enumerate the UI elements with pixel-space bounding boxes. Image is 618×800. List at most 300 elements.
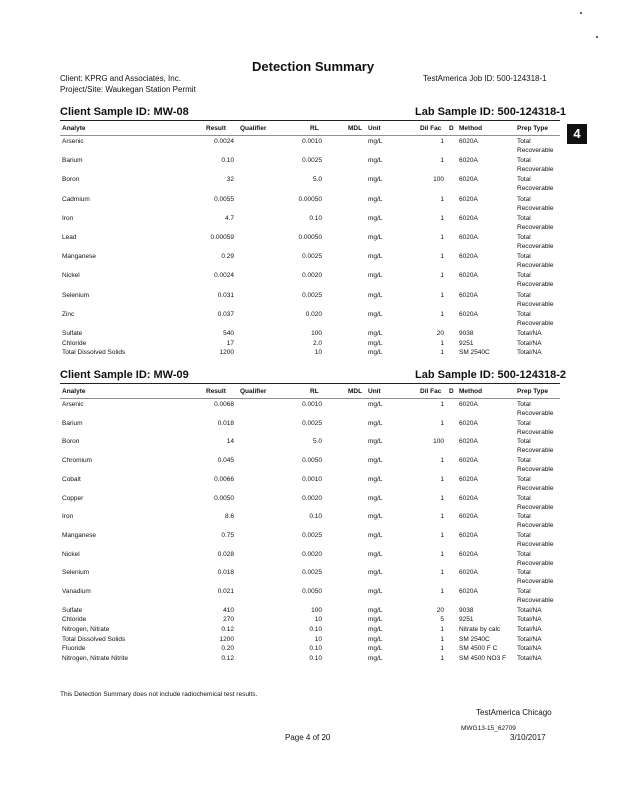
column-header-result: Result bbox=[206, 125, 226, 132]
column-header-unit: Unit bbox=[368, 125, 381, 132]
unit-cell: mg/L bbox=[368, 272, 383, 280]
column-header-analyte: Analyte bbox=[62, 125, 86, 132]
unit-cell: mg/L bbox=[368, 176, 383, 184]
dil-fac-cell: 1 bbox=[440, 234, 444, 241]
rl-cell: 100 bbox=[311, 330, 322, 337]
page-number: Page 4 of 20 bbox=[285, 733, 331, 742]
dil-fac-cell: 1 bbox=[440, 635, 444, 643]
analyte-cell: Fluoride bbox=[62, 645, 86, 653]
rl-cell: 0.0010 bbox=[302, 138, 322, 145]
method-cell: 6020A bbox=[459, 272, 478, 280]
rl-cell: 0.0025 bbox=[302, 157, 322, 165]
analyte-cell: Chloride bbox=[62, 339, 87, 347]
prep-type-recoverable: Recoverable bbox=[517, 447, 554, 455]
result-cell: 410 bbox=[223, 606, 234, 614]
table-row bbox=[0, 330, 618, 339]
method-cell: 6020A bbox=[459, 588, 478, 595]
analyte-cell: Manganese bbox=[62, 253, 96, 261]
prep-type-recoverable: Recoverable bbox=[517, 223, 554, 231]
result-cell: 8.6 bbox=[224, 513, 234, 521]
table-row bbox=[0, 636, 618, 645]
analyte-cell: Arsenic bbox=[62, 138, 84, 145]
rl-cell: 0.0020 bbox=[302, 272, 322, 280]
unit-cell: mg/L bbox=[368, 339, 383, 347]
table-row bbox=[0, 513, 618, 522]
rl-cell: 0.00050 bbox=[298, 234, 322, 241]
dil-fac-cell: 1 bbox=[440, 588, 444, 595]
result-cell: 17 bbox=[226, 339, 234, 347]
prep-type-cell: Total/NA bbox=[517, 625, 542, 633]
dil-fac-cell: 1 bbox=[440, 253, 444, 261]
method-cell: 6020A bbox=[459, 157, 478, 165]
rl-cell: 0.0025 bbox=[302, 569, 322, 577]
unit-cell: mg/L bbox=[368, 401, 383, 408]
prep-type-recoverable: Recoverable bbox=[517, 466, 554, 474]
analyte-cell: Iron bbox=[62, 214, 74, 222]
analyte-cell: Chromium bbox=[62, 457, 92, 465]
result-cell: 0.018 bbox=[217, 419, 234, 427]
result-cell: 0.20 bbox=[221, 645, 234, 653]
rl-cell: 0.10 bbox=[309, 654, 322, 662]
prep-type-cell: Total bbox=[517, 569, 531, 577]
result-cell: 0.00059 bbox=[210, 234, 234, 241]
document-id: MWG13-15_62709 bbox=[461, 725, 516, 732]
rl-cell: 0.0010 bbox=[302, 401, 322, 408]
analyte-cell: Zinc bbox=[62, 310, 75, 318]
table-row bbox=[0, 176, 618, 185]
dil-fac-cell: 1 bbox=[440, 419, 444, 427]
prep-type-recoverable: Recoverable bbox=[517, 147, 554, 154]
table-row bbox=[0, 420, 618, 429]
dil-fac-cell: 1 bbox=[440, 625, 444, 633]
unit-cell: mg/L bbox=[368, 531, 383, 539]
method-cell: 6020A bbox=[459, 401, 478, 408]
client-sample-id: Client Sample ID: MW-08 bbox=[60, 106, 189, 118]
prep-type-recoverable: Recoverable bbox=[517, 410, 554, 417]
prep-type-recoverable: Recoverable bbox=[517, 597, 554, 604]
prep-type-cell: Total bbox=[517, 588, 531, 595]
prep-type-cell: Total bbox=[517, 272, 531, 280]
result-cell: 0.0024 bbox=[214, 138, 234, 145]
method-cell: 6020A bbox=[459, 253, 478, 261]
unit-cell: mg/L bbox=[368, 310, 383, 318]
dil-fac-cell: 1 bbox=[440, 138, 444, 145]
method-cell: SM 4500 NO3 F bbox=[459, 654, 506, 662]
prep-type-recoverable: Recoverable bbox=[517, 428, 554, 436]
header-rule bbox=[60, 383, 560, 384]
column-header-unit: Unit bbox=[368, 388, 381, 395]
analyte-cell: Sulfate bbox=[62, 330, 83, 337]
method-cell: 6020A bbox=[459, 291, 478, 299]
dil-fac-cell: 1 bbox=[440, 645, 444, 653]
analyte-cell: Total Dissolved Solids bbox=[62, 349, 126, 356]
analyte-cell: Nickel bbox=[62, 550, 80, 558]
method-cell: 9251 bbox=[459, 616, 474, 624]
column-header-prep-type: Prep Type bbox=[517, 388, 548, 395]
rl-cell: 0.0025 bbox=[302, 253, 322, 261]
client-name: Client: KPRG and Associates, Inc. bbox=[60, 74, 181, 83]
analyte-cell: Sulfate bbox=[62, 606, 83, 614]
table-row bbox=[0, 311, 618, 320]
result-cell: 0.12 bbox=[221, 625, 234, 633]
unit-cell: mg/L bbox=[368, 475, 383, 483]
dil-fac-cell: 1 bbox=[440, 157, 444, 165]
analyte-cell: Chloride bbox=[62, 616, 87, 624]
prep-type-cell: Total bbox=[517, 157, 531, 165]
unit-cell: mg/L bbox=[368, 291, 383, 299]
dil-fac-cell: 1 bbox=[440, 401, 444, 408]
prep-type-recoverable: Recoverable bbox=[517, 300, 554, 308]
dil-fac-cell: 1 bbox=[440, 457, 444, 465]
prep-type-cell: Total/NA bbox=[517, 330, 542, 337]
column-header-d: D bbox=[449, 388, 454, 395]
table-row bbox=[0, 253, 618, 262]
column-header-rl: RL bbox=[310, 388, 319, 395]
analyte-cell: Arsenic bbox=[62, 401, 84, 408]
prep-type-cell: Total/NA bbox=[517, 606, 542, 614]
prep-type-cell: Total bbox=[517, 401, 531, 408]
prep-type-cell: Total/NA bbox=[517, 635, 542, 643]
prep-type-recoverable: Recoverable bbox=[517, 559, 554, 567]
result-cell: 32 bbox=[226, 176, 234, 184]
table-row bbox=[0, 234, 618, 243]
dil-fac-cell: 1 bbox=[440, 513, 444, 521]
method-cell: 6020A bbox=[459, 419, 478, 427]
analyte-cell: Manganese bbox=[62, 531, 96, 539]
table-row bbox=[0, 401, 618, 410]
unit-cell: mg/L bbox=[368, 195, 383, 203]
result-cell: 0.12 bbox=[221, 654, 234, 662]
column-header-row bbox=[0, 388, 618, 397]
table-row bbox=[0, 292, 618, 301]
unit-cell: mg/L bbox=[368, 214, 383, 222]
prep-type-recoverable: Recoverable bbox=[517, 262, 554, 270]
table-row bbox=[0, 655, 618, 664]
rl-cell: 0.020 bbox=[305, 310, 322, 318]
rl-cell: 10 bbox=[314, 616, 322, 624]
dil-fac-cell: 1 bbox=[440, 654, 444, 662]
table-row bbox=[0, 626, 618, 635]
unit-cell: mg/L bbox=[368, 606, 383, 614]
column-header-mdl: MDL bbox=[348, 388, 363, 395]
result-cell: 0.045 bbox=[217, 457, 234, 465]
analyte-cell: Cadmium bbox=[62, 195, 90, 203]
header-rule bbox=[60, 120, 560, 121]
method-cell: SM 4500 F C bbox=[459, 645, 498, 653]
table-row bbox=[0, 645, 618, 654]
method-cell: 6020A bbox=[459, 569, 478, 577]
result-cell: 0.0055 bbox=[214, 195, 234, 203]
result-cell: 0.0066 bbox=[214, 475, 234, 483]
column-header-prep-type: Prep Type bbox=[517, 125, 548, 132]
result-cell: 0.10 bbox=[221, 157, 234, 165]
unit-cell: mg/L bbox=[368, 513, 383, 521]
column-header-mdl: MDL bbox=[348, 125, 363, 132]
table-row bbox=[0, 569, 618, 578]
job-id: TestAmerica Job ID: 500-124318-1 bbox=[423, 74, 547, 83]
dil-fac-cell: 1 bbox=[440, 310, 444, 318]
table-row bbox=[0, 457, 618, 466]
unit-cell: mg/L bbox=[368, 253, 383, 261]
analyte-cell: Nickel bbox=[62, 272, 80, 280]
rl-cell: 5.0 bbox=[312, 176, 322, 184]
dil-fac-cell: 1 bbox=[440, 214, 444, 222]
rl-cell: 0.0025 bbox=[302, 419, 322, 427]
method-cell: 6020A bbox=[459, 550, 478, 558]
result-cell: 1200 bbox=[219, 349, 234, 356]
table-row bbox=[0, 272, 618, 281]
dil-fac-cell: 1 bbox=[440, 349, 444, 356]
prep-type-cell: Total bbox=[517, 550, 531, 558]
analyte-cell: Lead bbox=[62, 234, 77, 241]
prep-type-cell: Total bbox=[517, 195, 531, 203]
method-cell: 9038 bbox=[459, 330, 474, 337]
table-row bbox=[0, 607, 618, 616]
column-header-rule bbox=[60, 398, 560, 399]
result-cell: 4.7 bbox=[224, 214, 234, 222]
unit-cell: mg/L bbox=[368, 457, 383, 465]
result-cell: 0.0024 bbox=[214, 272, 234, 280]
table-row bbox=[0, 349, 618, 358]
unit-cell: mg/L bbox=[368, 138, 383, 145]
method-cell: 6020A bbox=[459, 438, 478, 446]
method-cell: 6020A bbox=[459, 531, 478, 539]
unit-cell: mg/L bbox=[368, 349, 383, 356]
unit-cell: mg/L bbox=[368, 569, 383, 577]
dil-fac-cell: 1 bbox=[440, 272, 444, 280]
unit-cell: mg/L bbox=[368, 234, 383, 241]
prep-type-recoverable: Recoverable bbox=[517, 281, 554, 289]
table-row bbox=[0, 196, 618, 205]
unit-cell: mg/L bbox=[368, 550, 383, 558]
column-header-qualifier: Qualifier bbox=[240, 388, 267, 395]
table-row bbox=[0, 616, 618, 625]
analyte-cell: Boron bbox=[62, 438, 80, 446]
column-header-result: Result bbox=[206, 388, 226, 395]
method-cell: 6020A bbox=[459, 234, 478, 241]
prep-type-cell: Total bbox=[517, 438, 531, 446]
result-cell: 0.031 bbox=[217, 291, 234, 299]
section-tab: 4 bbox=[567, 124, 587, 144]
dil-fac-cell: 100 bbox=[433, 176, 444, 184]
result-cell: 540 bbox=[223, 330, 234, 337]
result-cell: 1200 bbox=[219, 635, 234, 643]
column-header-rl: RL bbox=[310, 125, 319, 132]
dil-fac-cell: 1 bbox=[440, 291, 444, 299]
prep-type-recoverable: Recoverable bbox=[517, 578, 554, 586]
result-cell: 0.0050 bbox=[214, 494, 234, 502]
unit-cell: mg/L bbox=[368, 494, 383, 502]
method-cell: SM 2540C bbox=[459, 349, 490, 356]
table-row bbox=[0, 157, 618, 166]
dil-fac-cell: 1 bbox=[440, 569, 444, 577]
dil-fac-cell: 5 bbox=[440, 616, 444, 624]
lab-sample-id: Lab Sample ID: 500-124318-1 bbox=[415, 106, 567, 118]
prep-type-recoverable: Recoverable bbox=[517, 540, 554, 548]
prep-type-cell: Total/NA bbox=[517, 654, 542, 662]
prep-type-recoverable: Recoverable bbox=[517, 243, 554, 250]
lab-sample-id: Lab Sample ID: 500-124318-2 bbox=[415, 369, 567, 381]
footnote: This Detection Summary does not include radiochemical test results. bbox=[60, 691, 258, 698]
table-row bbox=[0, 495, 618, 504]
method-cell: 6020A bbox=[459, 195, 478, 203]
rl-cell: 0.00050 bbox=[298, 195, 322, 203]
prep-type-recoverable: Recoverable bbox=[517, 319, 554, 327]
prep-type-cell: Total bbox=[517, 176, 531, 184]
dil-fac-cell: 1 bbox=[440, 339, 444, 347]
unit-cell: mg/L bbox=[368, 419, 383, 427]
prep-type-cell: Total bbox=[517, 419, 531, 427]
result-cell: 14 bbox=[226, 438, 234, 446]
column-header-qualifier: Qualifier bbox=[240, 125, 267, 132]
prep-type-recoverable: Recoverable bbox=[517, 166, 554, 174]
rl-cell: 2.0 bbox=[312, 339, 322, 347]
method-cell: SM 2540C bbox=[459, 635, 490, 643]
method-cell: Nitrate by calc bbox=[459, 625, 501, 633]
column-header-dil-fac: Dil Fac bbox=[420, 388, 442, 395]
analyte-cell: Vanadium bbox=[62, 588, 91, 595]
dil-fac-cell: 100 bbox=[433, 438, 444, 446]
rl-cell: 0.10 bbox=[309, 645, 322, 653]
column-header-row bbox=[0, 125, 618, 134]
unit-cell: mg/L bbox=[368, 157, 383, 165]
method-cell: 6020A bbox=[459, 310, 478, 318]
analyte-cell: Nitrogen, Nitrate Nitrite bbox=[62, 654, 129, 662]
prep-type-cell: Total/NA bbox=[517, 645, 542, 653]
rl-cell: 0.10 bbox=[309, 214, 322, 222]
analyte-cell: Selenium bbox=[62, 291, 90, 299]
unit-cell: mg/L bbox=[368, 616, 383, 624]
page-title: Detection Summary bbox=[252, 59, 375, 74]
dil-fac-cell: 20 bbox=[436, 330, 444, 337]
dil-fac-cell: 1 bbox=[440, 475, 444, 483]
unit-cell: mg/L bbox=[368, 625, 383, 633]
rl-cell: 0.10 bbox=[309, 625, 322, 633]
prep-type-recoverable: Recoverable bbox=[517, 503, 554, 511]
prep-type-cell: Total bbox=[517, 291, 531, 299]
table-row bbox=[0, 340, 618, 349]
prep-type-cell: Total bbox=[517, 475, 531, 483]
result-cell: 0.021 bbox=[217, 588, 234, 595]
table-row bbox=[0, 476, 618, 485]
prep-type-cell: Total bbox=[517, 234, 531, 241]
result-cell: 0.75 bbox=[221, 531, 234, 539]
method-cell: 9251 bbox=[459, 339, 474, 347]
project-site: Project/Site: Waukegan Station Permit bbox=[60, 85, 196, 94]
column-header-method: Method bbox=[459, 125, 483, 132]
dil-fac-cell: 20 bbox=[436, 606, 444, 614]
column-header-method: Method bbox=[459, 388, 483, 395]
prep-type-cell: Total bbox=[517, 494, 531, 502]
analyte-cell: Cobalt bbox=[62, 475, 81, 483]
analyte-cell: Boron bbox=[62, 176, 80, 184]
rl-cell: 0.0025 bbox=[302, 531, 322, 539]
prep-type-cell: Total bbox=[517, 214, 531, 222]
column-header-rule bbox=[60, 135, 560, 136]
analyte-cell: Selenium bbox=[62, 569, 90, 577]
unit-cell: mg/L bbox=[368, 438, 383, 446]
result-cell: 0.29 bbox=[221, 253, 234, 261]
table-row bbox=[0, 138, 618, 147]
report-date: 3/10/2017 bbox=[510, 733, 546, 742]
prep-type-recoverable: Recoverable bbox=[517, 204, 554, 212]
rl-cell: 0.0050 bbox=[302, 457, 322, 465]
prep-type-recoverable: Recoverable bbox=[517, 522, 554, 530]
prep-type-cell: Total/NA bbox=[517, 349, 542, 356]
result-cell: 0.018 bbox=[217, 569, 234, 577]
unit-cell: mg/L bbox=[368, 635, 383, 643]
analyte-cell: Copper bbox=[62, 494, 84, 502]
dil-fac-cell: 1 bbox=[440, 550, 444, 558]
rl-cell: 0.0010 bbox=[302, 475, 322, 483]
analyte-cell: Iron bbox=[62, 513, 74, 521]
rl-cell: 0.10 bbox=[309, 513, 322, 521]
analyte-cell: Barium bbox=[62, 157, 83, 165]
table-row bbox=[0, 551, 618, 560]
method-cell: 6020A bbox=[459, 513, 478, 521]
method-cell: 9038 bbox=[459, 606, 474, 614]
result-cell: 0.0068 bbox=[214, 401, 234, 408]
unit-cell: mg/L bbox=[368, 645, 383, 653]
method-cell: 6020A bbox=[459, 214, 478, 222]
prep-type-cell: Total bbox=[517, 531, 531, 539]
table-row bbox=[0, 438, 618, 447]
rl-cell: 0.0020 bbox=[302, 494, 322, 502]
dil-fac-cell: 1 bbox=[440, 494, 444, 502]
prep-type-cell: Total/NA bbox=[517, 339, 542, 347]
method-cell: 6020A bbox=[459, 457, 478, 465]
rl-cell: 10 bbox=[314, 349, 322, 356]
column-header-d: D bbox=[449, 125, 454, 132]
method-cell: 6020A bbox=[459, 138, 478, 145]
rl-cell: 0.0050 bbox=[302, 588, 322, 595]
prep-type-recoverable: Recoverable bbox=[517, 484, 554, 492]
rl-cell: 5.0 bbox=[312, 438, 322, 446]
prep-type-cell: Total bbox=[517, 457, 531, 465]
table-row bbox=[0, 532, 618, 541]
rl-cell: 0.0020 bbox=[302, 550, 322, 558]
analyte-cell: Nitrogen, Nitrate bbox=[62, 625, 110, 633]
dil-fac-cell: 1 bbox=[440, 195, 444, 203]
method-cell: 6020A bbox=[459, 494, 478, 502]
result-cell: 270 bbox=[223, 616, 234, 624]
prep-type-cell: Total bbox=[517, 253, 531, 261]
result-cell: 0.037 bbox=[217, 310, 234, 318]
column-header-dil-fac: Dil Fac bbox=[420, 125, 442, 132]
rl-cell: 100 bbox=[311, 606, 322, 614]
rl-cell: 10 bbox=[314, 635, 322, 643]
prep-type-cell: Total bbox=[517, 138, 531, 145]
table-row bbox=[0, 215, 618, 224]
table-row bbox=[0, 588, 618, 597]
prep-type-recoverable: Recoverable bbox=[517, 185, 554, 193]
client-sample-id: Client Sample ID: MW-09 bbox=[60, 369, 189, 381]
lab-name: TestAmerica Chicago bbox=[476, 708, 552, 717]
prep-type-cell: Total/NA bbox=[517, 616, 542, 624]
unit-cell: mg/L bbox=[368, 654, 383, 662]
method-cell: 6020A bbox=[459, 176, 478, 184]
column-header-analyte: Analyte bbox=[62, 388, 86, 395]
analyte-cell: Total Dissolved Solids bbox=[62, 635, 126, 643]
prep-type-cell: Total bbox=[517, 513, 531, 521]
rl-cell: 0.0025 bbox=[302, 291, 322, 299]
analyte-cell: Barium bbox=[62, 419, 83, 427]
unit-cell: mg/L bbox=[368, 330, 383, 337]
dil-fac-cell: 1 bbox=[440, 531, 444, 539]
method-cell: 6020A bbox=[459, 475, 478, 483]
result-cell: 0.028 bbox=[217, 550, 234, 558]
prep-type-cell: Total bbox=[517, 310, 531, 318]
